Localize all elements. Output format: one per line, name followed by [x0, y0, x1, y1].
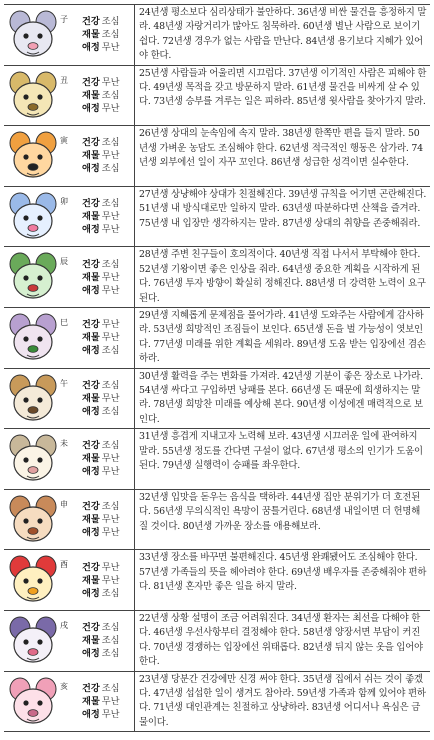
value-money: 조심 — [101, 89, 120, 101]
value-health: 무난 — [101, 319, 120, 331]
value-love: 조심 — [101, 587, 120, 599]
fortune-labels — [82, 490, 134, 550]
zodiac-char: 酉 — [60, 560, 68, 570]
label-money: 재물 — [82, 514, 100, 526]
fortune-row — [4, 369, 430, 430]
fortune-labels — [82, 429, 134, 489]
zodiac-char: 子 — [60, 15, 68, 24]
label-love: 애정 — [82, 163, 100, 175]
fortune-row — [4, 5, 430, 66]
label-money: 재물 — [82, 211, 100, 223]
label-money: 재물 — [82, 271, 100, 283]
value-money: 무난 — [101, 453, 120, 465]
animal-cell — [4, 247, 82, 307]
label-health: 건강 — [82, 319, 100, 331]
label-love: 애정 — [82, 345, 100, 357]
fortune-labels — [82, 550, 134, 610]
value-health: 조심 — [101, 198, 120, 210]
value-money: 무난 — [101, 514, 120, 526]
fortune-text: 26년생 상대의 눈속임에 속지 말라. 38년생 한쪽만 편을 들지 말라. 50년생 가벼운 농담도 조심해야 한다. 62년생 적극적인 행동은 삼가라. 74년생 외부에선 일이 자꾸 꼬인다. 86년생 성급한 성격이면 실수한다. — [134, 126, 430, 186]
value-health: 무난 — [101, 561, 120, 573]
animal-cell — [4, 66, 82, 126]
fortune-text: 24년생 평소보다 심리상태가 불안하다. 36년생 비싼 물건을 흥정하지 말라. 48년생 자랑거리가 많아도 침묵하라. 60년생 별난 사람으로 보이기 쉽다. 72년생 경우가 없는 사람을 만난다. 84년생 용기보다 지혜가 있어야 한다. — [134, 5, 430, 65]
zodiac-char: 巳 — [60, 317, 68, 327]
zodiac-char: 卯 — [60, 196, 68, 206]
fortune-labels — [82, 672, 134, 732]
value-money: 무난 — [101, 211, 120, 223]
fortune-row — [4, 490, 430, 551]
fortune-row — [4, 672, 430, 733]
label-health: 건강 — [82, 16, 100, 28]
fortune-text: 31년생 흥겹게 지내고자 노력해 보라. 43년생 시끄러운 일에 관여하지 말라. 55년생 정도를 간다면 구설이 없다. 67년생 평소의 인기가 도움이 된다. 79년생 실행력이 승패를 좌우한다. — [134, 429, 430, 489]
value-love: 무난 — [101, 224, 120, 236]
animal-cell — [4, 672, 82, 732]
label-health: 건강 — [82, 198, 100, 210]
fortune-table — [4, 4, 430, 732]
fortune-text: 29년생 지혜롭게 문제점을 풀어가라. 41년생 도와주는 사람에게 감사하라. 53년생 희망적인 조짐들이 보인다. 65년생 돈을 벌 가능성이 엿보인다. 77년생 미래를 위한 계획을 세워라. 89년생 도움 받는 입장에선 겸손하라. — [134, 308, 430, 368]
label-health: 건강 — [82, 258, 100, 270]
animal-cell — [4, 611, 82, 671]
label-love: 애정 — [82, 224, 100, 236]
value-money: 무난 — [101, 271, 120, 283]
fortune-row — [4, 126, 430, 187]
animal-cell — [4, 5, 82, 65]
label-money: 재물 — [82, 89, 100, 101]
fortune-labels — [82, 5, 134, 65]
fortune-text: 27년생 상냥해야 상대가 친절해진다. 39년생 규칙을 어기면 곤란해진다. 51년생 내 방식대로만 일하지 말라. 63년생 따분하다면 산책을 즐겨라. 75년생 내 입장만 생각하지는 말라. 87년생 상대의 취향을 존중해줘라. — [134, 187, 430, 247]
zodiac-char: 申 — [60, 499, 68, 509]
value-love: 무난 — [101, 102, 120, 114]
label-health: 건강 — [82, 682, 100, 694]
value-money: 무난 — [101, 332, 120, 344]
label-health: 건강 — [82, 622, 100, 634]
fortune-row — [4, 66, 430, 127]
fortune-row — [4, 611, 430, 672]
value-health: 무난 — [101, 76, 120, 88]
label-money: 재물 — [82, 695, 100, 707]
value-money: 무난 — [101, 574, 120, 586]
animal-cell — [4, 187, 82, 247]
value-health: 조심 — [101, 501, 120, 513]
fortune-row — [4, 187, 430, 248]
animal-cell — [4, 308, 82, 368]
label-love: 애정 — [82, 708, 100, 720]
zodiac-char: 辰 — [60, 257, 68, 267]
fortune-labels — [82, 247, 134, 307]
label-love: 애정 — [82, 405, 100, 417]
value-health: 조심 — [101, 258, 120, 270]
value-love: 조심 — [101, 163, 120, 175]
label-love: 애정 — [82, 102, 100, 114]
fortune-row — [4, 429, 430, 490]
fortune-labels — [82, 308, 134, 368]
fortune-text: 30년생 활력을 주는 변화를 가져라. 42년생 기분이 좋은 장소로 나가라. 54년생 싸다고 구입하면 낭패를 본다. 66년생 돈 때문에 희생하지는 말라. 78년생 희망찬 미래를 예상해 본다. 90년생 이성에겐 매력적으로 보인다. — [134, 369, 430, 429]
zodiac-char: 午 — [60, 378, 68, 388]
value-money: 무난 — [101, 695, 120, 707]
value-money: 조심 — [101, 635, 120, 647]
label-health: 건강 — [82, 440, 100, 452]
fortune-labels — [82, 66, 134, 126]
value-love: 조심 — [101, 345, 120, 357]
fortune-row — [4, 308, 430, 369]
value-health: 조심 — [101, 622, 120, 634]
label-health: 건강 — [82, 137, 100, 149]
zodiac-char: 丑 — [60, 75, 68, 85]
label-money: 재물 — [82, 635, 100, 647]
label-love: 애정 — [82, 284, 100, 296]
value-money: 조심 — [101, 29, 120, 41]
label-health: 건강 — [82, 561, 100, 573]
fortune-row — [4, 247, 430, 308]
animal-cell — [4, 550, 82, 610]
value-love: 무난 — [101, 284, 120, 296]
value-health: 조심 — [101, 16, 120, 28]
fortune-labels — [82, 611, 134, 671]
zodiac-char: 戌 — [60, 620, 68, 630]
label-money: 재물 — [82, 392, 100, 404]
zodiac-char: 未 — [60, 439, 68, 449]
zodiac-char: 亥 — [60, 681, 68, 691]
fortune-row — [4, 550, 430, 611]
value-health: 조심 — [101, 137, 120, 149]
fortune-text: 25년생 사람들과 어울리면 시끄럽다. 37년생 이기적인 사람은 피해야 한다. 49년생 목적을 갖고 방문하지 말라. 61년생 물건을 비싸게 살 수 있다. 73년생 승부를 겨루는 일은 피하라. 85년생 윗사람을 찾아가지 말라. — [134, 66, 430, 126]
fortune-text: 33년생 장소를 바꾸면 불편해진다. 45년생 완쾌됐어도 조심해야 한다. 57년생 가족들의 뜻을 헤아려야 한다. 69년생 배우자를 존중해줘야 편하다. 81년생 혼자만 좋은 일을 하지 말라. — [134, 550, 430, 610]
fortune-labels — [82, 369, 134, 429]
value-love: 무난 — [101, 708, 120, 720]
value-money: 무난 — [101, 392, 120, 404]
value-love: 조심 — [101, 405, 120, 417]
animal-cell — [4, 369, 82, 429]
animal-cell — [4, 429, 82, 489]
label-money: 재물 — [82, 453, 100, 465]
label-money: 재물 — [82, 29, 100, 41]
label-love: 애정 — [82, 42, 100, 54]
value-love: 무난 — [101, 42, 120, 54]
label-money: 재물 — [82, 150, 100, 162]
animal-cell — [4, 490, 82, 550]
fortune-labels — [82, 187, 134, 247]
value-love: 조심 — [101, 648, 120, 660]
label-health: 건강 — [82, 501, 100, 513]
fortune-text: 32년생 입맛을 돋우는 음식을 택하라. 44년생 집안 분위기가 더 호전된다. 56년생 무의식적인 욕망이 꿈틀거린다. 68년생 내일이면 더 헌명해질 것이다. 80년생 가까운 장소를 애용해보라. — [134, 490, 430, 550]
animal-cell — [4, 126, 82, 186]
fortune-text: 22년생 상황 설명이 조금 어려워진다. 34년생 환자는 최선을 다해야 한다. 46년생 우선사항부터 결정해야 한다. 58년생 양장서면 부담이 커진다. 70년생 경쟁하는 입장에선 위태롭다. 82년생 뒤지 않는 옷을 입어야 한다. — [134, 611, 430, 671]
value-love: 무난 — [101, 466, 120, 478]
label-love: 애정 — [82, 527, 100, 539]
label-money: 재물 — [82, 574, 100, 586]
value-love: 무난 — [101, 527, 120, 539]
fortune-text: 23년생 당분간 건강에만 신경 써야 한다. 35년생 집에서 쉬는 것이 좋겠다. 47년생 섭섭한 일이 생겨도 참아라. 59년생 가족과 함께 있어야 편하다. 71년생 대인관계는 친절하고 상냥하라. 83년생 어디서나 욕심은 금물이다. — [134, 672, 430, 732]
value-health: 조심 — [101, 440, 120, 452]
value-health: 조심 — [101, 682, 120, 694]
value-money: 무난 — [101, 150, 120, 162]
label-love: 애정 — [82, 648, 100, 660]
zodiac-char: 寅 — [60, 136, 68, 146]
label-health: 건강 — [82, 76, 100, 88]
value-health: 조심 — [101, 379, 120, 391]
fortune-text: 28년생 주변 친구들이 호의적이다. 40년생 직접 나서서 부탁해야 한다. 52년생 기왕이면 좋은 인상을 줘라. 64년생 중요한 계획을 시작하게 된다. 76년생 투자 방향이 확실히 정해진다. 88년생 더 강력한 노력이 요구된다. — [134, 247, 430, 307]
fortune-labels — [82, 126, 134, 186]
label-love: 애정 — [82, 587, 100, 599]
label-money: 재물 — [82, 332, 100, 344]
label-health: 건강 — [82, 379, 100, 391]
label-love: 애정 — [82, 466, 100, 478]
